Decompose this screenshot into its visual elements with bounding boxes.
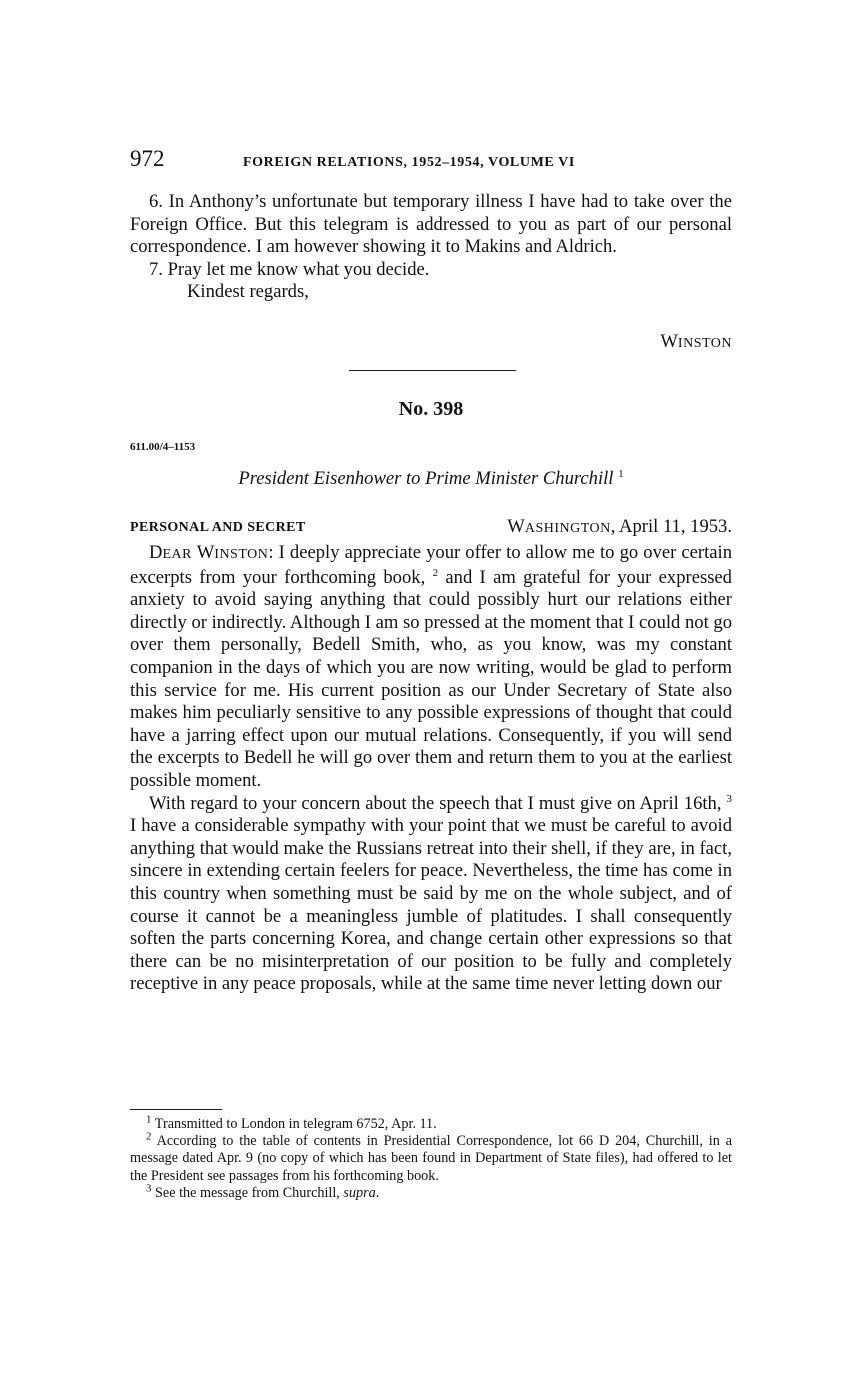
document-number: No. 398 bbox=[398, 398, 464, 420]
document-title: President Eisenhower to Prime Minister Churchill $^1$ bbox=[238, 467, 624, 489]
classification: PERSONAL AND SECRET bbox=[130, 520, 306, 535]
closing: Kindest regards, bbox=[187, 281, 309, 303]
previous-document-ending bbox=[130, 191, 732, 304]
place-date: WASHINGTON, April 11, 1953. bbox=[507, 516, 732, 537]
running-title: FOREIGN RELATIONS, 1952–1954, VOLUME VI bbox=[243, 155, 575, 170]
letter-paragraph-1: DEAR WINSTON: I deeply appreciate your offer to allow me to go over certain excerpts from your forthcoming book, $^2$ and I am grateful for your expressed anxiety to avoid saying anything that could possibly hurt our relations either directly or indirectly. Although I am so pressed at the moment that I could not go over them personally, Bedell Smith, who, as you know, was my constant companion in the days of which you are now writing, would be glad to perform this service for me. His current position as our Under Secretary of State also makes him peculiarly sensitive to any possible expressions of thought that could have a jarring effect upon our mutual relations. Consequently, if you will send the excerpts to Bedell he will go over them and return them to you at the earliest possible moment. bbox=[130, 542, 732, 791]
running-head bbox=[130, 146, 732, 176]
signature: WINSTON bbox=[660, 331, 732, 352]
footnote-ref-2[interactable]: 2 bbox=[432, 566, 439, 579]
letter-paragraph-2: With regard to your concern about the speech that I must give on April 16th, $^3$ I have a considerable sympathy with your point that we must be careful to avoid anything that would make the Russians retreat into their shell, if they are, in fact, sincere in extending certain feelers for peace. Nevertheless, the time has come in this country when something must be said by me on the whole subject, and of course it cannot be a meaningless jumble of platitudes. I shall consequently soften the parts concerning Korea, and change certain other expressions so that there can be no misinterpretation of our position to be fully and completely receptive in any peace proposals, while at the same time never letting down our bbox=[130, 792, 733, 995]
footnote-ref-1[interactable]: 1 bbox=[618, 467, 624, 480]
footnote-ref-3[interactable]: 3 bbox=[726, 792, 733, 805]
paragraph-7: 7. Pray let me know what you decide. bbox=[149, 258, 430, 280]
page-number: 972 bbox=[130, 146, 165, 171]
footnote-2: $^2$ According to the table of contents in Presidential Correspondence, lot 66 D 204, Churchill, in a message dated Apr. 9 (no copy of which has been found in Department of State files), had offered to let the President see passages from his forthcoming book. bbox=[130, 1130, 732, 1184]
footnote-divider bbox=[130, 1109, 222, 1110]
letter-body bbox=[130, 542, 732, 996]
footnote-1: $^1$ Transmitted to London in telegram 6752, Apr. 11. bbox=[146, 1113, 437, 1132]
dateline bbox=[130, 516, 732, 540]
section-divider bbox=[349, 370, 516, 371]
paragraph-6: 6. In Anthony’s unfortunate but temporary illness I have had to take over the Foreign Office. But this telegram is addressed to you as part of our personal correspondence. I am however showing it to Makins and Aldrich. bbox=[130, 191, 732, 258]
footnotes bbox=[130, 1113, 732, 1202]
footnote-3: $^3$ See the message from Churchill, supra. bbox=[146, 1182, 380, 1201]
file-number: 611.00/4–1153 bbox=[130, 441, 196, 453]
